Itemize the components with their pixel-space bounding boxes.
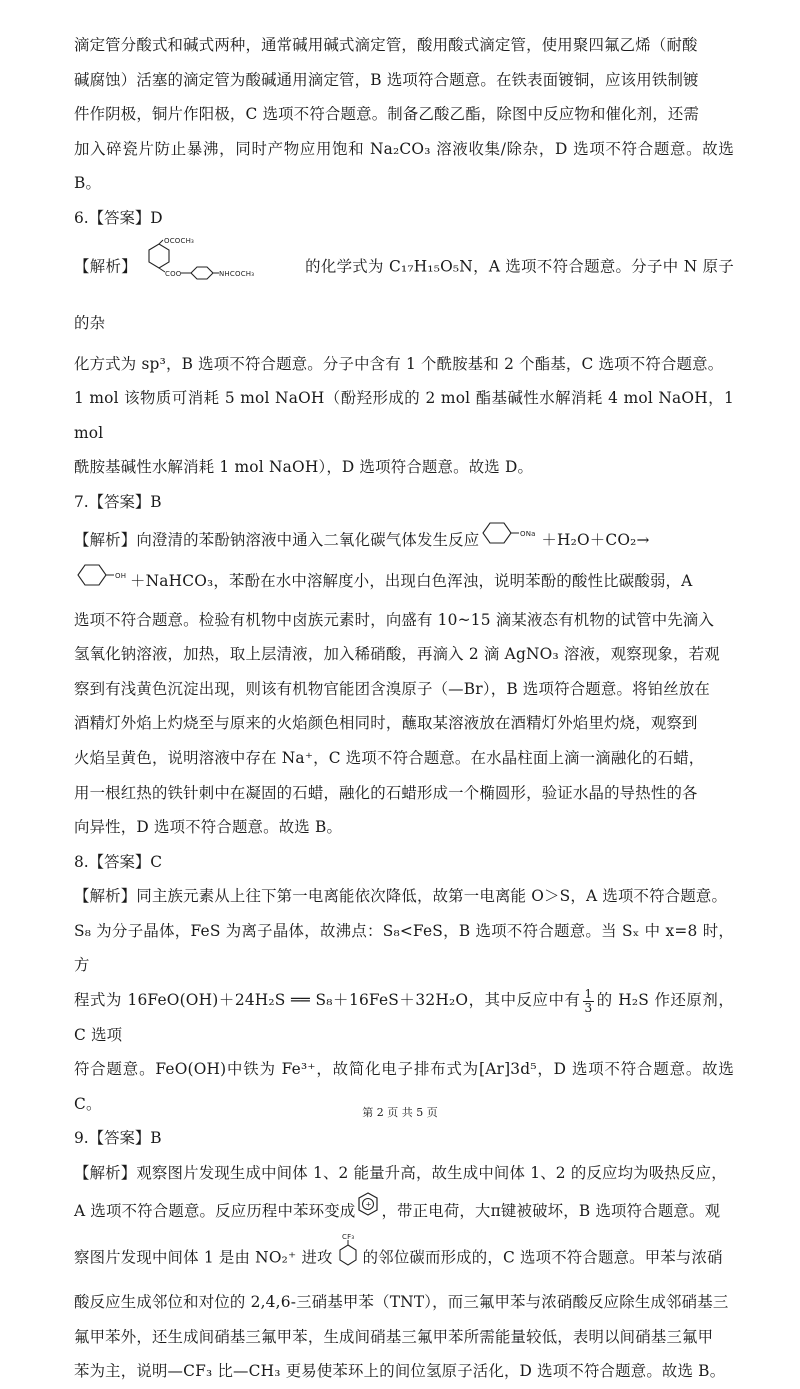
q6-line-3: 1 mol 该物质可消耗 5 mol NaOH（酚羟形成的 2 mol 酯基碱性水解消耗 4 mol NaOH，1 mol <box>74 389 734 442</box>
q8-line-4: 符合题意。FeO(OH)中铁为 Fe³⁺，故简化电子排布式为[Ar]3d⁵，D 选项不符合题意。故选 C。 <box>74 1060 734 1113</box>
q6-line-2: 化方式为 sp³，B 选项不符合题意。分子中含有 1 个酰胺基和 2 个酯基，C 选项不符合题意。 <box>74 354 724 373</box>
q5-line-4: 加入碎瓷片防止暴沸，同时产物应用饱和 Na₂CO₃ 溶液收集/除杂，D 选项不符合题意。故选 B。 <box>74 139 734 193</box>
q7-line-4: 氢氧化钠溶液，加热，取上层清液，加入稀硝酸，再滴入 2 滴 AgNO₃ 溶液，观察现象，若观 <box>74 645 720 664</box>
q8-line-2: S₈ 为分子晶体，FeS 为离子晶体，故沸点：S₈<FeS，B 选项不符合题意。当 Sₓ 中 x=8 时，方 <box>74 921 734 975</box>
q6-line-4: 酰胺基碱性水解消耗 1 mol NaOH），D 选项符合题意。故选 D。 <box>74 458 534 477</box>
q5-line-2: 碱腐蚀）活塞的滴定管为酸碱通用滴定管，B 选项符合题意。在铁表面镀铜，应该用铁制镀 <box>74 70 699 89</box>
oh-label: OH <box>115 571 127 580</box>
nhcoch3-label: NHCOCH₃ <box>218 269 255 278</box>
one-third-fraction <box>583 988 595 1015</box>
q7-line-7: 火焰呈黄色，说明溶液中存在 Na⁺，C 选项不符合题意。在水晶柱面上滴一滴融化的石蜡， <box>74 748 705 767</box>
fraction-numerator: 1 <box>584 986 593 1001</box>
q6-line-1-text: 的化学式为 C₁₇H₁₅O₅N，A 选项不符合题意。分子中 N 原子的杂 <box>74 257 734 332</box>
q5-line-3: 件作阴极，铜片作阳极，C 选项不符合题意。制备乙酸乙酯，除图中反应物和催化剂，还需 <box>74 105 700 124</box>
q7-answer: 7.【答案】B <box>74 492 162 511</box>
q9-line-3-text-a: 察图片发现中间体 1 是由 NO₂⁺ 进攻 <box>74 1248 333 1267</box>
coo-label: COO <box>164 269 182 278</box>
q8-line-3-text-b: 的 H₂S 作还原剂，C 选项 <box>74 991 734 1044</box>
q9-line-1: 【解析】观察图片发现生成中间体 1、2 能量升高，故生成中间体 1、2 的反应均为吸热反应， <box>74 1164 727 1183</box>
sodium-phenoxide-structure <box>479 520 541 561</box>
ococh3-label: OCOCH₃ <box>163 236 195 245</box>
q7-line-8: 用一根红热的铁针刺中在凝固的石蜡，融化的石蜡形成一个椭圆形，验证水晶的导热性的各 <box>74 783 698 802</box>
document-page <box>74 28 734 1389</box>
q6-line-1 <box>74 236 734 347</box>
aspirin-ester-structure <box>137 236 305 299</box>
q9-line-3-text-b: 的邻位碳而形成的，C 选项不符合题意。甲苯与浓硝 <box>362 1248 723 1267</box>
fraction-denominator: 3 <box>584 1000 593 1015</box>
benzenium-ion-structure <box>355 1191 381 1232</box>
phenol-structure <box>74 562 130 603</box>
q9-line-2 <box>74 1191 734 1233</box>
q5-line-1: 滴定管分酸式和碱式两种，通常碱用碱式滴定管，酸用酸式滴定管，使用聚四氟乙烯（耐酸 <box>74 36 698 54</box>
q8-line-3 <box>74 983 734 1052</box>
q7-line-1-end: ＋H₂O＋CO₂→ <box>541 530 650 549</box>
q9-line-3 <box>74 1232 734 1285</box>
q6-answer: 6.【答案】D <box>74 208 163 227</box>
q7-line-1-text: 【解析】向澄清的苯酚钠溶液中通入二氧化碳气体发生反应 <box>74 530 480 549</box>
q6-tag: 【解析】 <box>74 257 137 276</box>
q9-line-2-text-a: A 选项不符合题意。反应历程中苯环变成 <box>74 1201 356 1220</box>
q8-line-3-text-a: 程式为 16FeO(OH)＋24H₂S ══ S₈＋16FeS＋32H₂O，其中反应中有 <box>74 991 581 1010</box>
q9-line-5: 氟甲苯外，还生成间硝基三氟甲苯，生成间硝基三氟甲苯所需能量较低，表明以间硝基三氟甲 <box>74 1327 714 1346</box>
q9-line-2-text-b: ，带正电荷，大π键被破坏，B 选项符合题意。观 <box>381 1201 721 1220</box>
q7-line-2-text: ＋NaHCO₃，苯酚在水中溶解度小，出现白色浑浊，说明苯酚的酸性比碳酸弱，A <box>130 572 693 591</box>
q9-line-6: 苯为主，说明—CF₃ 比—CH₃ 更易使苯环上的间位氢原子活化，D 选项不符合题意。故选 B。 <box>74 1362 726 1381</box>
svg-text:+: + <box>365 1200 373 1209</box>
trifluorotoluene-structure <box>333 1232 363 1285</box>
q8-answer: 8.【答案】C <box>74 852 163 871</box>
q9-line-4: 酸反应生成邻位和对位的 2,4,6-三硝基甲苯（TNT），而三氟甲苯与浓硝酸反应除生成邻硝基三 <box>74 1293 729 1312</box>
cf3-label: CF₃ <box>341 1233 354 1242</box>
q9-answer: 9.【答案】B <box>74 1129 162 1148</box>
q7-line-3: 选项不符合题意。检验有机物中卤族元素时，向盛有 10~15 滴某液态有机物的试管中先滴入 <box>74 610 715 629</box>
ona-label: ONa <box>520 530 536 539</box>
q7-line-5: 察到有浅黄色沉淀出现，则该有机物官能团含溴原子（—Br），B 选项符合题意。将铂丝放在 <box>74 679 711 698</box>
page-footer: 第 2 页 共 5 页 <box>362 1106 438 1119</box>
q8-line-1: 【解析】同主族元素从上往下第一电离能依次降低，故第一电离能 O＞S，A 选项不符合题意。 <box>74 887 728 906</box>
q7-line-9: 向异性，D 选项不符合题意。故选 B。 <box>74 818 343 837</box>
q7-line-1 <box>74 520 734 562</box>
q7-line-6: 酒精灯外焰上灼烧至与原来的火焰颜色相同时，蘸取某溶液放在酒精灯外焰里灼烧，观察到 <box>74 714 698 733</box>
q7-line-2 <box>74 561 734 603</box>
